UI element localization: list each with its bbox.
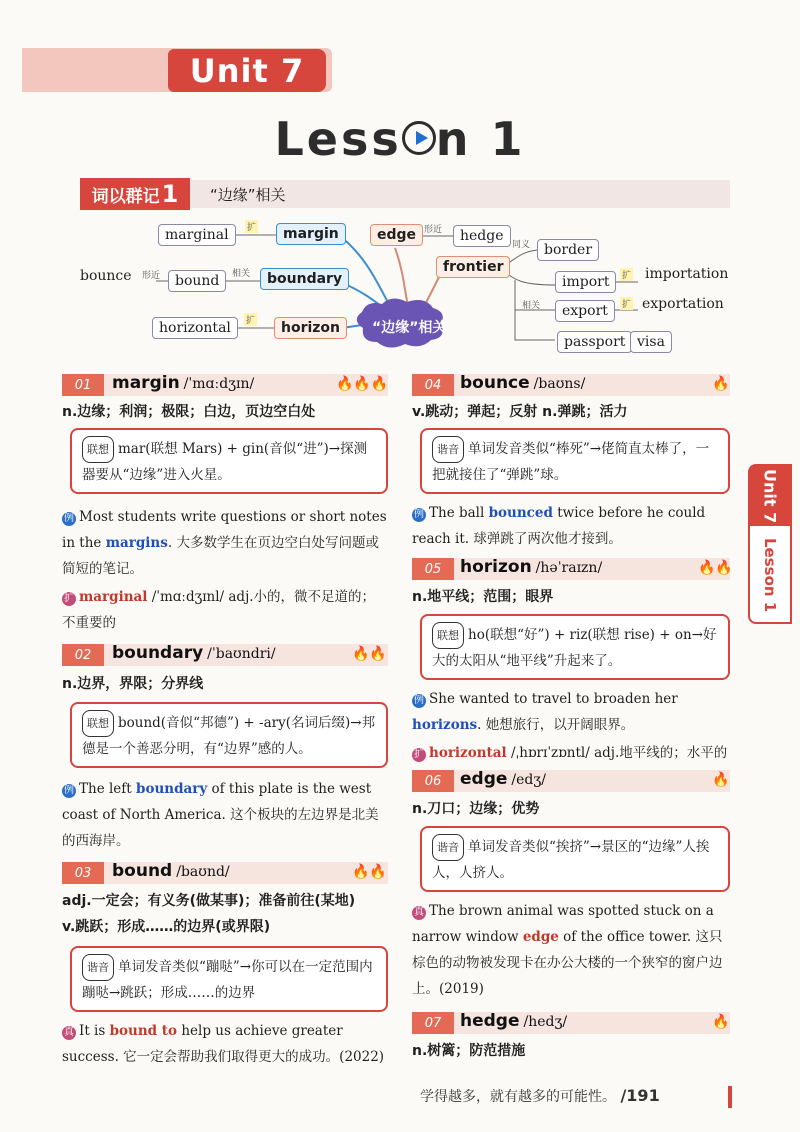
entry-definition: v.跳动；弹起；反射 n.弹跳；活力 bbox=[412, 404, 628, 420]
mm-export: export bbox=[555, 300, 615, 322]
frequency-flames: 🔥 bbox=[712, 1014, 730, 1030]
entry-number: 02 bbox=[62, 644, 104, 666]
mm-tag-kuo-4: 扩 bbox=[620, 297, 633, 310]
memory-box: 谐音 单词发音类似“蹦哒”→你可以在一定范围内蹦哒→跳跃；形成……的边界 bbox=[70, 946, 388, 1012]
entry-number: 03 bbox=[62, 862, 104, 884]
mm-boundary: boundary bbox=[260, 268, 349, 290]
mm-import: import bbox=[555, 271, 616, 293]
example-sentence: 真 The brown animal was spotted stuck on a narrow window edge of the office tower. 这只棕色的动物被发现卡在办公大楼的一个狭窄的窗户边上。(2019) bbox=[412, 903, 723, 997]
frequency-flames: 🔥🔥 bbox=[698, 560, 733, 576]
mm-passport: passport bbox=[557, 331, 632, 353]
page-bar bbox=[728, 1086, 732, 1108]
entry-number: 06 bbox=[412, 770, 454, 792]
mm-edge: edge bbox=[370, 224, 423, 246]
mm-bound: bound bbox=[168, 270, 226, 292]
memory-box: 谐音 单词发音类似“挨挤”→景区的“边缘”人挨人，人挤人。 bbox=[420, 826, 730, 892]
memory-box: 联想 ho(联想“好”) + riz(联想 rise) + on→好大的太阳从“地平线”升起来了。 bbox=[420, 614, 730, 680]
mm-tag-xingjin-1: 形近 bbox=[142, 271, 161, 281]
mm-marginal: marginal bbox=[158, 224, 236, 246]
side-unit-label: Unit 7 bbox=[750, 466, 790, 526]
side-lesson-label: Lesson 1 bbox=[761, 537, 779, 613]
entry-definition: n.刀口；边缘；优势 bbox=[412, 801, 540, 817]
mm-horizontal: horizontal bbox=[152, 317, 238, 339]
extension: 扩 marginal /ˈmɑːdʒɪnl/ adj.小的，微不足道的；不重要的 bbox=[62, 589, 376, 631]
mind-map-center: “边缘”相关 bbox=[372, 320, 447, 336]
mm-tag-kuo-1: 扩 bbox=[245, 220, 258, 233]
extension: 扩 horizontal /ˌhɒrɪˈzɒntl/ adj.地平线的；水平的 bbox=[414, 745, 728, 761]
frequency-flames: 🔥🔥 bbox=[352, 864, 387, 880]
frequency-flames: 🔥 bbox=[712, 772, 730, 788]
mm-tag-kuo-2: 扩 bbox=[244, 313, 257, 326]
memory-box: 联想 bound(音似“邦德”) + -ary(名词后缀)→邦德是一个善恶分明，有“边界”感的人。 bbox=[70, 702, 388, 768]
example-sentence: 例 Most students write questions or short notes in the margins. 大多数学生在页边空白处写问题或简短的笔记。 bbox=[62, 509, 387, 577]
entry-number: 04 bbox=[412, 374, 454, 396]
entry-number: 05 bbox=[412, 558, 454, 580]
mm-tag-tongyi: 同义 bbox=[512, 240, 531, 250]
mm-tag-xingjin-2: 形近 bbox=[424, 225, 443, 235]
mm-tag-kuo-3: 扩 bbox=[620, 268, 633, 281]
entry-number: 01 bbox=[62, 374, 104, 396]
frequency-flames: 🔥🔥 bbox=[352, 646, 387, 662]
footer bbox=[420, 1086, 660, 1106]
page-number: /191 bbox=[620, 1086, 660, 1105]
group-title: “边缘”相关 bbox=[210, 186, 286, 204]
entry-definition: n.边界，界限；分界线 bbox=[62, 676, 204, 692]
mm-tag-xiangguan-1: 相关 bbox=[232, 269, 251, 279]
mm-border: border bbox=[537, 239, 599, 261]
group-badge: 词以群记 1 bbox=[80, 178, 190, 210]
example-sentence: 真 It is bound to help us achieve greater success. 它一定会帮助我们取得更大的成功。(2022) bbox=[62, 1023, 385, 1065]
entry-number: 07 bbox=[412, 1012, 454, 1034]
entry-word: boundary /ˈbaʊndri/ bbox=[112, 643, 276, 663]
entry-definition-verb: v.跳跃；形成……的边界(或界限) bbox=[62, 919, 271, 935]
entry-definition: n.地平线；范围；眼界 bbox=[412, 589, 554, 605]
entry-word: horizon /həˈraɪzn/ bbox=[460, 557, 603, 577]
mm-margin: margin bbox=[276, 223, 346, 245]
entry-definition-adj: adj.一定会；有义务(做某事)；准备前往(某地) bbox=[62, 893, 356, 909]
example-sentence: 例 She wanted to travel to broaden her horizons. 她想旅行，以开阔眼界。 bbox=[412, 691, 678, 733]
mm-exportation: exportation bbox=[642, 296, 724, 312]
entry-word: bounce /baʊns/ bbox=[460, 373, 586, 393]
entry-word: bound /baʊnd/ bbox=[112, 861, 230, 881]
footer-motto: 学得越多，就有越多的可能性。 bbox=[420, 1089, 616, 1105]
mm-importation: importation bbox=[645, 266, 729, 282]
entry-definition: n.边缘；利润；极限；白边，页边空白处 bbox=[62, 404, 316, 420]
entry-definition: n.树篱；防范措施 bbox=[412, 1043, 526, 1059]
mm-visa: visa bbox=[630, 331, 672, 353]
lesson-title: Less n 1 bbox=[274, 112, 526, 166]
mind-map-lines bbox=[0, 0, 800, 370]
mm-frontier: frontier bbox=[436, 256, 510, 278]
entry-word: edge /edʒ/ bbox=[460, 769, 546, 789]
mm-tag-xiangguan-2: 相关 bbox=[522, 301, 541, 311]
mind-map bbox=[0, 0, 800, 370]
frequency-flames: 🔥 bbox=[712, 376, 730, 392]
mm-horizon: horizon bbox=[274, 317, 347, 339]
mm-hedge: hedge bbox=[453, 225, 511, 247]
example-sentence: 例 The ball bounced twice before he could reach it. 球弹跳了两次他才接到。 bbox=[412, 505, 706, 547]
entry-word: margin /ˈmɑːdʒɪn/ bbox=[112, 373, 255, 393]
mm-bounce: bounce bbox=[80, 268, 132, 284]
entry-word: hedge /hedʒ/ bbox=[460, 1011, 568, 1031]
memory-box: 联想 mar(联想 Mars) + gin(音似“进”)→探测器要从“边缘”进入火星。 bbox=[70, 428, 388, 494]
example-sentence: 例 The left boundary of this plate is the west coast of North America. 这个板块的左边界是北美的西海岸。 bbox=[62, 781, 379, 849]
frequency-flames: 🔥🔥🔥 bbox=[336, 376, 389, 392]
unit-title: Unit 7 bbox=[168, 49, 326, 92]
memory-box: 谐音 单词发音类似“棒死”→佬简直太棒了，一把就接住了“弹跳”球。 bbox=[420, 428, 730, 494]
